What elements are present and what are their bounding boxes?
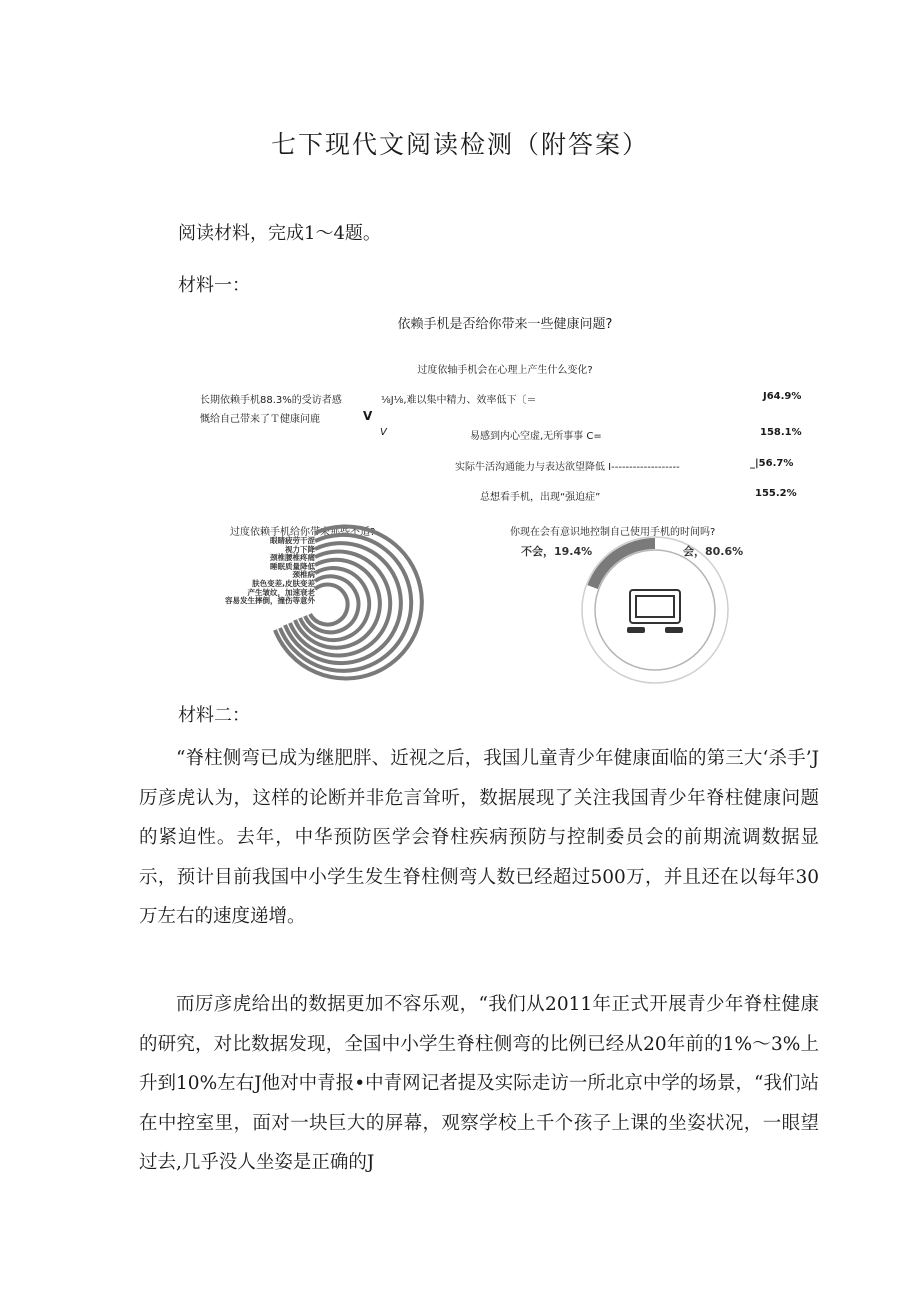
survey-infographic: [185, 305, 825, 690]
control-donut-chart: [505, 510, 825, 690]
control-yes-label: 会，80.6%: [683, 545, 744, 558]
discomfort-chart-title: 过度依赖手机给你带来那些不适?: [230, 527, 376, 538]
discomfort-label: 容易发生摔倒，撞伤等意外: [225, 596, 315, 606]
discomfort-label: 产生皱纹，加速衰老: [247, 587, 315, 597]
discomfort-label: 视力下降: [285, 544, 315, 554]
health-note-line-2: 慨给自己带来了Ｔ健康问鹿: [200, 414, 320, 425]
psych-item-label: ⅛J⅛,难以集中精力、效率低下〔＝: [381, 395, 537, 406]
psych-item-label: 总想看手机，出现“强迫症”: [480, 492, 601, 503]
psych-item-pct: J64.9%: [763, 391, 802, 402]
control-chart-title: 你现在会有意识地控制自己使用手机的时间吗?: [510, 527, 716, 538]
discomfort-label: 颈椎病: [292, 570, 315, 580]
material-two-label: 材料二：: [178, 705, 250, 726]
psych-item-pct: _|56.7%: [750, 458, 794, 469]
radial-bar: [310, 585, 348, 625]
psych-item-pct: 158.1%: [760, 427, 802, 438]
infographic-title: 依赖手机是否给你带来一些健康问题?: [397, 317, 613, 332]
reading-instruction: 阅读材料，完成1～4题。: [178, 223, 381, 244]
discomfort-labels: [165, 537, 315, 606]
laptop-icon: [630, 590, 680, 623]
control-no-label: 不会，19.4%: [521, 545, 593, 558]
psych-item-label: 易感到内心空虚,无所事事 C=: [470, 431, 602, 442]
psych-item-pct: 155.2%: [755, 488, 797, 499]
page-title: 七下现代文阅读检测（附答案）: [270, 130, 649, 159]
discomfort-label: 眼睛疲劳干涩: [270, 536, 315, 545]
discomfort-label: 肤色变差,皮肤变差: [252, 578, 315, 588]
paragraph-2: 而厉彦虎给出的数据更加不容乐观，“我们从2011年正式开展青少年脊柱健康的研究，对比数据发现，全国中小学生脊柱侧弯的比例已经从20年前的1%～3%上升到10%左右J他对中青报•中青网记者提及实际走访一所北京中学的场景，“我们站在中控室里，面对一块巨大的屏幕，观察学校上千个孩子上课的坐姿状况，一眼望过去,几乎没人坐姿是正确的J: [139, 994, 819, 1173]
psych-item-label: 实际牛活沟通能力与表达欲望降低 I-------------------: [455, 462, 680, 473]
psych-change-title: 过度依轴手机会在心理上产生什么变化?: [417, 365, 593, 376]
paragraph-1: “脊柱侧弯已成为继肥胖、近视之后，我国儿童青少年健康面临的第三大‘杀手’J厉彦虎认为，这样的论断并非危言耸听，数据展现了关注我国青少年脊柱健康问题的紧迫性。去年，中华预防医学会脊柱疾病预防与控制委员会的前期流调数据显示，预计目前我国中小学生发生脊柱侧弯人数已经超过500万，并且还在以每年30万左右的速度递增。: [139, 748, 819, 927]
discomfort-label: 颈椎腰椎疼痛: [270, 553, 315, 563]
health-note-line-1: 长期依赖手机88.3%的受访者感: [200, 395, 342, 406]
donut-inner-ring: [595, 550, 715, 670]
discomfort-label: 睡眠质量降低: [270, 561, 315, 571]
material-one-label: 材料一：: [178, 275, 250, 296]
mark-v-2: V: [380, 427, 387, 438]
health-problem-note: [200, 391, 342, 429]
hands-icon: [627, 627, 683, 633]
mark-v-1: V: [363, 409, 373, 423]
